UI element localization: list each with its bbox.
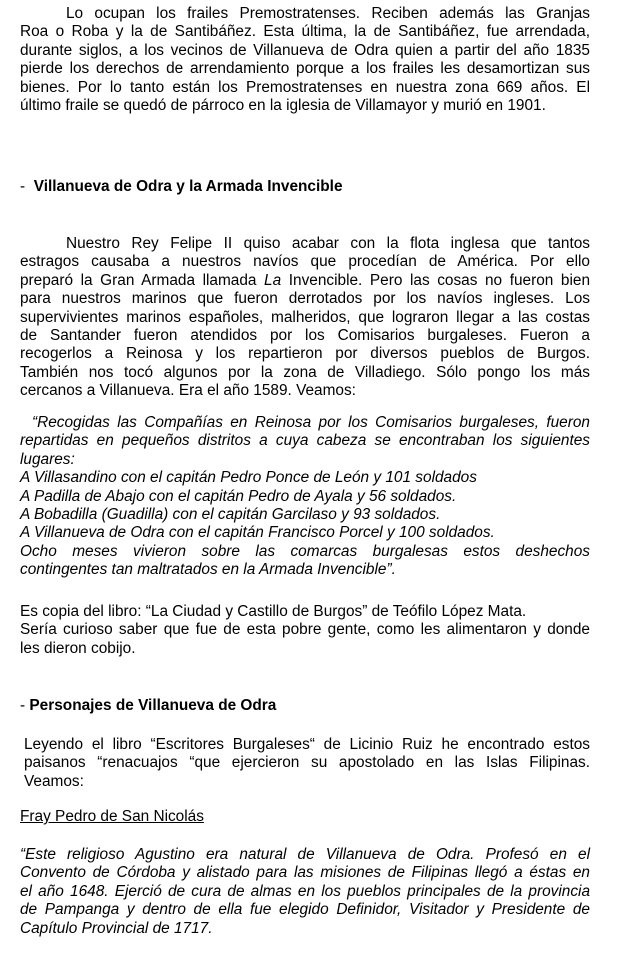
paragraph-premostratenses xyxy=(20,5,590,115)
heading-title: Villanueva de Odra y la Armada Invencible xyxy=(33,178,343,195)
quote-line: A Padilla de Abajo con el capitán Pedro de Ayala y 56 soldados. xyxy=(20,487,457,505)
heading-dash: - xyxy=(20,178,26,195)
paragraph-line: Sería curioso saber que fue de esta pobre gente, como les alimentaron y donde xyxy=(20,621,590,639)
paragraph-line: cercanos a Villanueva. Era el año 1589. Veamos: xyxy=(20,382,356,400)
quote-line: Capítulo Provincial de 1717. xyxy=(20,919,213,937)
quote-line: A Villanueva de Odra con el capitán Francisco Porcel y 100 soldados. xyxy=(20,524,495,542)
heading-dash: - xyxy=(20,697,26,714)
paragraph-escritores xyxy=(24,736,590,791)
quote-line: A Villasandino con el capitán Pedro Ponce de León y 101 soldados xyxy=(20,469,477,487)
italic-la: La xyxy=(264,271,282,289)
quote-line: “Recogidas las Compañías en Reinosa por los Comisarios burgaleses, fueron xyxy=(32,414,590,431)
paragraph-line: recogerlos a Reinosa y los repartieron por diversos pueblos de Burgos. xyxy=(20,345,590,363)
paragraph-line: les dieron cobijo. xyxy=(20,639,136,657)
quote-fray-pedro xyxy=(20,846,590,938)
quote-line: Convento de Córdoba y alistado para las misiones de Filipinas llegó a éstas en xyxy=(20,864,590,882)
paragraph-line: Leyendo el libro “Escritores Burgaleses“ de Licinio Ruiz he encontrado estos xyxy=(24,736,590,753)
quote-line: Ocho meses vivieron sobre las comarcas burgalesas estos deshechos xyxy=(20,542,590,560)
paragraph-line: durante siglos, a los vecinos de Villanueva de Odra quien a partir del año 1835 xyxy=(20,41,590,59)
paragraph-line: Veamos: xyxy=(24,772,84,790)
paragraph-line: Es copia del libro: “La Ciudad y Castillo de Burgos” de Teófilo López Mata. xyxy=(20,603,527,620)
quote-line: “Este religioso Agustino era natural de Villanueva de Odra. Profesó en el xyxy=(20,846,590,863)
heading-title: Personajes de Villanueva de Odra xyxy=(29,697,277,714)
paragraph-line: pierde los derechos de arrendamiento porque a los frailes les desamortizan sus xyxy=(20,60,590,78)
quote-line: A Bobadilla (Guadilla) con el capitán Garcilaso y 93 soldados. xyxy=(20,506,441,524)
quote-line: contingentes tan maltratados en la Armada Invencible”. xyxy=(20,561,396,579)
paragraph-felipe-ii xyxy=(20,235,590,401)
paragraph-line: Lo ocupan los frailes Premostratenses. Reciben además las Granjas xyxy=(66,5,590,22)
paragraph-line-rest: Invencible. Pero las cosas no fueron bien xyxy=(281,271,590,289)
quote-line: de Pampanga y dentro de ella fue elegido Definidor, Visitador y Presidente de xyxy=(20,901,590,919)
paragraph-line: bienes. Por lo tanto están los Premostratenses en nuestra zona 669 años. El xyxy=(20,78,590,96)
paragraph-copia-libro xyxy=(20,603,590,658)
paragraph-line: Nuestro Rey Felipe II quiso acabar con la flota inglesa que tantos xyxy=(66,235,590,252)
paragraph-line: preparó la Gran Armada llamada xyxy=(20,271,265,289)
paragraph-line: de Santander fueron atendidos por los Comisarios burgaleses. Fueron a xyxy=(20,327,590,345)
paragraph-line: También nos tocó algunos por la zona de Villadiego. Sólo pongo los más xyxy=(20,363,590,381)
paragraph-line: último fraile se quedó de párroco en la iglesia de Villamayor y murió en 1901. xyxy=(20,97,546,115)
quote-line: repartidas en pequeños distritos a cuya cabeza se encontraban los siguientes xyxy=(20,432,590,450)
section-heading-personajes xyxy=(20,697,276,715)
paragraph-line: Roa o Roba y la de Santibáñez. Esta última, la de Santibáñez, fue arrendada, xyxy=(20,23,590,41)
paragraph-line: paisanos “renacuajos “que ejercieron su apostolado en las Islas Filipinas. xyxy=(24,754,590,772)
quote-line: lugares: xyxy=(20,450,75,468)
paragraph-line: estragos causaba a nuestros navíos que procedían de América. Por ello xyxy=(20,253,590,271)
quote-line: el año 1648. Ejerció de cura de almas en los pueblos principales de la provincia xyxy=(20,882,590,900)
quote-compañias xyxy=(20,414,590,580)
subheading-fray-pedro: Fray Pedro de San Nicolás xyxy=(20,808,204,825)
paragraph-line: para nuestros marinos que fueron derrotados por los navíos ingleses. Los xyxy=(20,290,590,308)
section-heading-armada xyxy=(20,178,343,196)
paragraph-line: supervivientes marinos españoles, malheridos, que lograron llegar a las costas xyxy=(20,308,590,326)
